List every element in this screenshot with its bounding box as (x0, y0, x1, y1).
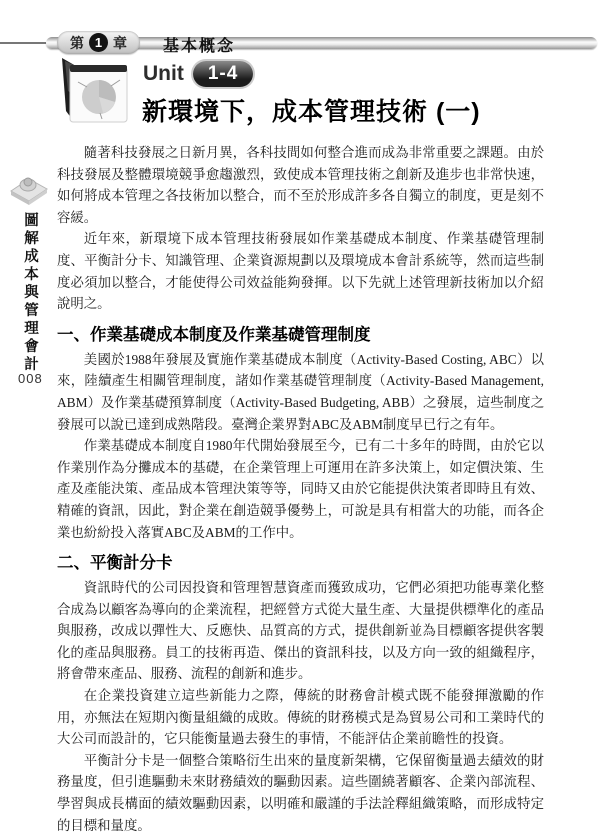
section-paragraph: 作業基礎成本制度自1980年代開始發展至今，已有二十多年的時間，由於它以作業別作為分攤成本的基礎，在企業管理上可運用在許多決策上，如定價決策、生產及產能決策、產品成本管理決策等等，同時又由於它能提供決策者即時且有效、精確的資訊，因此，對企業在創造競爭優勢上，可說是具有相當大的功能，而各企業也紛紛投入落實ABC及ABM的工作中。 (57, 438, 544, 540)
section-paragraph: 資訊時代的公司因投資和管理智慧資產而獲致成功，它們必須把功能專業化整合成為以顧客為導向的企業流程，把經營方式從大量生產、大量提供標準化的產品與服務，改成以彈性大、反應快、品質高的方式，提供創新並為目標顧客提供客製化的產品與服務。員工的技術再造、傑出的資訊科技，以及方向一致的組織程序，將會帶來產品、服務、流程的創新和進步。 (57, 580, 544, 682)
page-number: 008 (18, 371, 43, 386)
section-heading-abc: 一、作業基礎成本制度及作業基礎管理制度 (57, 325, 371, 344)
section-paragraph: 在企業投資建立這些新能力之際，傳統的財務會計模式既不能發揮激勵的作用，亦無法在短期內衡量組織的成敗。傳統的財務模式是為貿易公司和工業時代的大公司而設計的，它只能衡量過去發生的事情，不能評估企業前瞻性的投資。 (57, 688, 544, 747)
intro-paragraph: 隨著科技發展之日新月異，各科技間如何整合進而成為非常重要之課題。由於科技發展及整體環境競爭愈趨激烈，致使成本管理技術之創新及進步也非常快速，如何將成本管理之各技術加以整合，而不至於形成許多各自獨立的制度，更是刻不容緩。 (57, 145, 544, 225)
unit-label: Unit (143, 62, 184, 85)
body-text (57, 142, 544, 836)
chapter-pill (57, 31, 140, 54)
unit-title: 新環境下，成本管理技術 (一) (142, 98, 481, 126)
sidebar-book-title: 圖解成本與管理會計 (22, 212, 38, 374)
unit-number-badge: 1-4 (193, 61, 253, 87)
flipchart-pie-icon (59, 55, 131, 127)
section-paragraph: 美國於1988年發展及實施作業基礎成本制度（Activity-Based Costing, ABC）以來，陸續產生相關管理制度，諸如作業基礎管理制度（Activity-Based Management, ABM）及作業基礎預算制度（Activity-Based Budgeting, ABB）之發展，這些制度之發展可以說已達到成熟階段。臺灣企業界對ABC及ABM制度早已行之有年。 (57, 351, 544, 432)
section-heading-bsc: 二、平衡計分卡 (57, 554, 173, 573)
chapter-suffix: 章 (113, 34, 127, 51)
section-paragraph: 平衡計分卡是一個整合策略衍生出來的量度新架構，它保留衡量過去績效的財務量度，但引進驅動未來財務績效的驅動因素。這些圍繞著顧客、企業內部流程、學習與成長構面的績效驅動因素，以明確和嚴謹的手法詮釋組織策略，而形成特定的目標和量度。 (57, 752, 544, 833)
chapter-title: 基本概念 (163, 38, 236, 55)
intro-paragraph: 近年來，新環境下成本管理技術發展如作業基礎成本制度、作業基礎管理制度、平衡計分卡、知識管理、企業資源規劃以及環境成本會計系統等，然而這些制度必須加以整合，才能使得公司效益能夠發揮。以下先就上述管理新技術加以介紹說明之。 (57, 231, 544, 312)
sidebar-book-emblem-icon (9, 163, 49, 207)
chapter-prefix: 第 (70, 34, 84, 51)
chapter-header (0, 31, 600, 55)
unit-header (143, 61, 253, 87)
chapter-number-badge: 1 (89, 33, 108, 52)
